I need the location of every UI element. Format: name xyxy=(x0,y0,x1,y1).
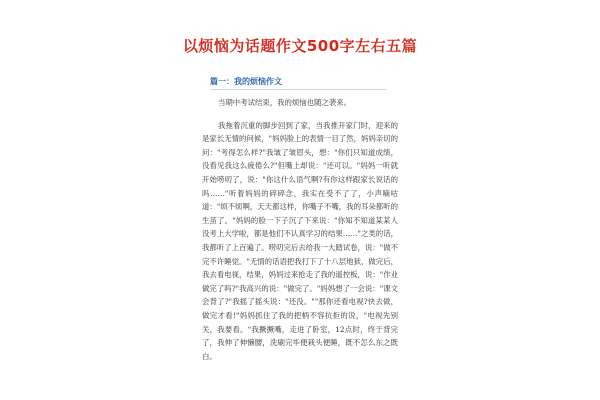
section-heading: 篇一：我的烦恼作文 xyxy=(210,77,282,86)
section-divider xyxy=(210,89,386,90)
paragraph-intro: 当期中考试结束，我的烦恼也随之袭来。 xyxy=(218,98,352,107)
document-title: 以烦恼为话题作文500字左右五篇 xyxy=(182,37,418,55)
paragraph-main: 我拖着沉重的脚步回到了家，当我推开家门时，迎来的是家长无情的问候，"妈妈脸上的表情一目了然，妈妈亲切的问："考得怎么样?"我皱了皱眉头，想："你们只知道成绩，没看见我这么疲倦么?"但嘴上却说："还可以。"妈妈一听就开始唠叨了，说："你这什么语气啊?有你这样跟家长说话的吗……"听着妈妈的碎碎念，我实在受不了了，小声嘀咕道："烦不烦啊，天天都这样，你嘴子不嘴，我的耳朵都听的生茧了。"妈妈的脸一下子沉了下来说："你知不知道某某人没考上大学啦，都是他们不认真学习的结果……"之类的话，我都听了上百遍了。唠叨完后去给我一大踏试卷，说："做不完不许睡觉。"无情的话语把我打下了十八层地狱，做完后，我去看电视，结果，妈妈过来抢走了我的遥控板，说："作业做完了吗?"我高兴的说："做完了。"妈妈想了一会说："课文会背了?"我摇了摇头说："还没。""那你还看电视?快去做，做完才看!"妈妈抓住了我的把柄不容抗拒的说，"电视先别关，我要看。"我撅撅嘴，走进了卧室，12点时，终于背完了，我伸了伸懒腰，洗刷完毕便栽头便睡，既不怎么东之既白。 xyxy=(202,120,398,361)
document-body xyxy=(202,96,398,372)
